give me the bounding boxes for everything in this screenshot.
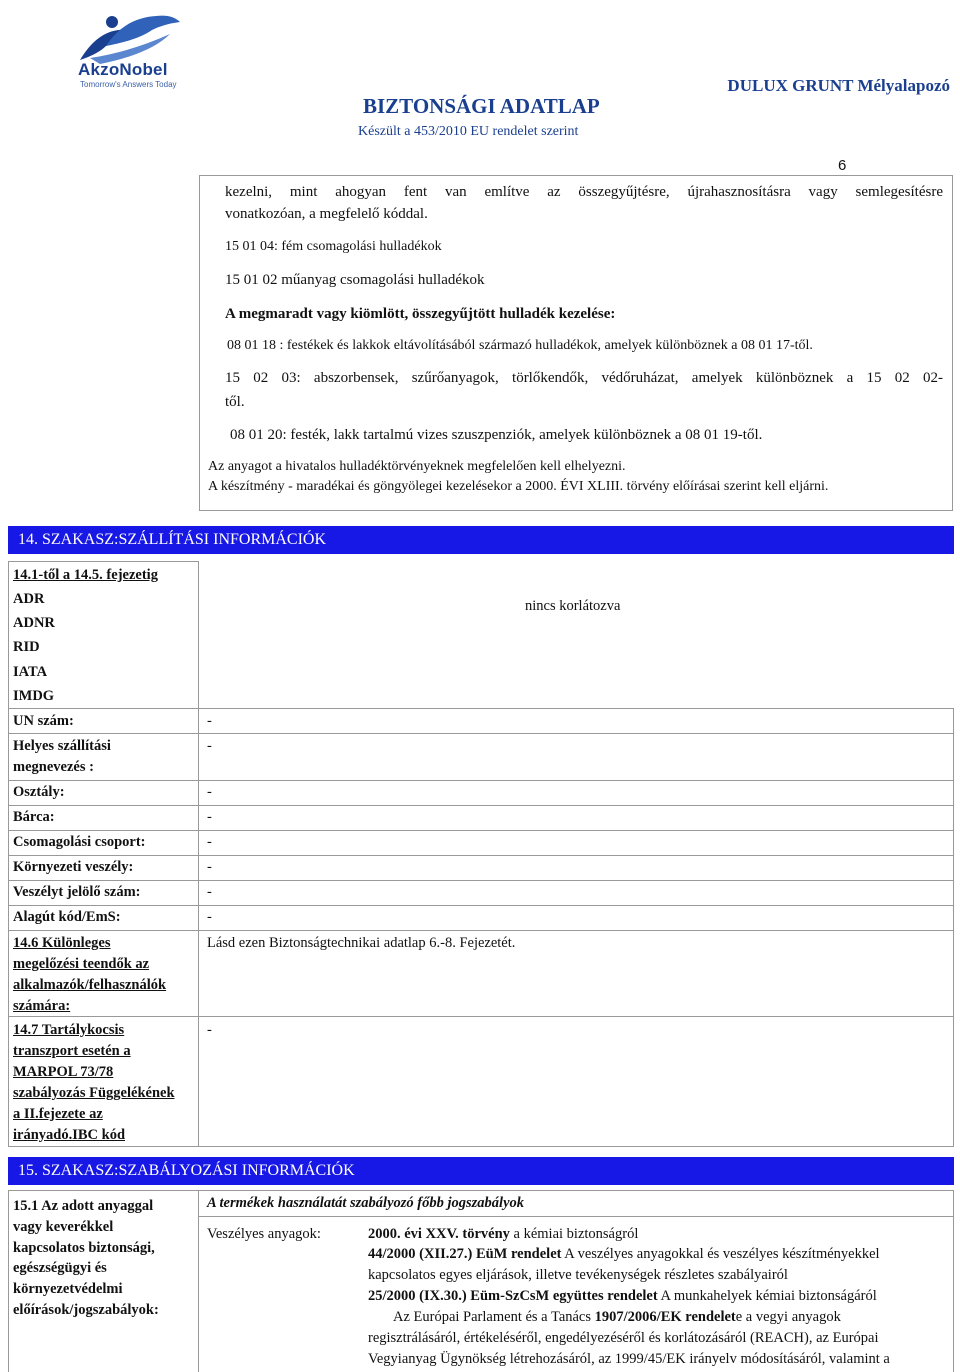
- mode-adnr: ADNR: [13, 615, 55, 631]
- regulations-heading: A termékek használatát szabályozó főbb jogszabályok: [207, 1195, 525, 1211]
- grid-line: [198, 1216, 954, 1217]
- un-number-value: -: [207, 713, 212, 729]
- hazard-number-label: Veszélyt jelölő szám:: [13, 884, 141, 900]
- tunnel-code-label: Alagút kód/EmS:: [13, 909, 121, 925]
- waste-code-metal: 15 01 04: fém csomagolási hulladékok: [225, 239, 442, 254]
- grid-line: [8, 561, 199, 562]
- packing-group-value: -: [207, 834, 212, 850]
- law-line-2: 44/2000 (XII.27.) EüM rendelet A veszélyes anyagokkal és veszélyes készítményekkel: [368, 1246, 880, 1262]
- grid-line: [8, 1190, 9, 1372]
- environmental-hazard-value: -: [207, 859, 212, 875]
- grid-line: [8, 905, 954, 906]
- grid-line: [8, 561, 9, 1147]
- tunnel-code-value: -: [207, 909, 212, 925]
- shipping-name-value: -: [207, 738, 212, 754]
- grid-line: [8, 830, 954, 831]
- disposal-note-2: A készítmény - maradékai és göngyölegei kezelésekor a 2000. ÉVI XLIII. törvény előírásai szerint kell eljárni.: [208, 479, 829, 494]
- mode-rid: RID: [13, 639, 40, 655]
- law-line-6: regisztrálásáról, értékeléséről, engedélyezéséről és korlátozásáról (REACH), az Európai: [368, 1330, 879, 1346]
- grid-line: [8, 1190, 954, 1191]
- grid-line: [8, 880, 954, 881]
- marpol-label-line6: irányadó.IBC kód: [13, 1127, 126, 1143]
- marpol-label-line5: a II.fejezete az: [13, 1106, 103, 1122]
- section15-heading: 15. SZAKASZ:SZABÁLYOZÁSI INFORMÁCIÓK: [8, 1157, 954, 1185]
- marpol-label-line2: transzport esetén a: [13, 1043, 131, 1059]
- special-precautions-label-line1: 14.6 Különleges: [13, 935, 111, 951]
- reg-left-line5: környezetvédelmi: [13, 1281, 123, 1297]
- logo-tagline: Tomorrow's Answers Today: [80, 80, 177, 89]
- mode-adr: ADR: [13, 591, 45, 607]
- disposal-note-1: Az anyagot a hivatalos hulladéktörvényeknek megfelelően kell elhelyezni.: [208, 459, 626, 474]
- reg-left-line3: kapcsolatos biztonsági,: [13, 1240, 155, 1256]
- special-precautions-label-line4: számára:: [13, 998, 71, 1014]
- class-value: -: [207, 784, 212, 800]
- document-title: BIZTONSÁGI ADATLAP: [363, 94, 600, 118]
- marpol-label-line3: MARPOL 73/78: [13, 1064, 114, 1080]
- reg-left-line2: vagy keverékkel: [13, 1219, 114, 1235]
- grid-line: [8, 733, 954, 734]
- waste-item-080120: 08 01 20: festék, lakk tartalmú vizes szuszpenziók, amelyek különböznek a 08 01 19-től.: [230, 427, 763, 443]
- grid-line: [953, 708, 954, 1147]
- grid-line: [8, 855, 954, 856]
- section13-para-line2: vonatkozóan, a megfelelő kóddal.: [225, 206, 428, 222]
- special-precautions-label-line2: megelőzési teendők az: [13, 956, 150, 972]
- modes-value: nincs korlátozva: [525, 598, 621, 614]
- special-precautions-label-line3: alkalmazók/felhasználók: [13, 977, 167, 993]
- waste-subheading: A megmaradt vagy kiömlött, összegyűjtött hulladék kezelése:: [225, 306, 616, 322]
- marpol-value: -: [207, 1022, 212, 1038]
- law-line-1: 2000. évi XXV. törvény a kémiai biztonságról: [368, 1226, 639, 1242]
- grid-line: [953, 1190, 954, 1372]
- logo-wordmark: AkzoNobel: [78, 60, 168, 79]
- grid-line: [8, 708, 954, 709]
- grid-line: [8, 805, 954, 806]
- reg-left-line4: egészségügyi és: [13, 1260, 107, 1276]
- marpol-label-line1: 14.7 Tartálykocsis: [13, 1022, 125, 1038]
- mode-imdg: IMDG: [13, 688, 55, 704]
- mode-iata: IATA: [13, 664, 48, 680]
- label-value: -: [207, 809, 212, 825]
- grid-line: [198, 1190, 199, 1372]
- shipping-name-label-line2: megnevezés :: [13, 759, 94, 775]
- marpol-label-line4: szabályozás Függelékének: [13, 1085, 175, 1101]
- grid-line: [8, 780, 954, 781]
- reg-left-line6: előírások/jogszabályok:: [13, 1302, 159, 1318]
- special-precautions-value: Lásd ezen Biztonságtechnikai adatlap 6.-8. Fejezetét.: [207, 935, 516, 951]
- product-name: DULUX GRUNT Mélyalapozó: [727, 76, 950, 95]
- hazard-number-value: -: [207, 884, 212, 900]
- environmental-hazard-label: Környezeti veszély:: [13, 859, 134, 875]
- grid-line: [198, 561, 199, 1147]
- waste-item-150203-line1: 15 02 03: abszorbensek, szűrőanyagok, törlőkendők, védőruházat, amelyek különböznek a 15 02 02-: [225, 370, 943, 386]
- waste-code-plastic: 15 01 02 műanyag csomagolási hulladékok: [225, 272, 485, 288]
- label-label: Bárca:: [13, 809, 55, 825]
- law-line-4: 25/2000 (IX.30.) Eüm-SzCsM együttes rendelet A munkahelyek kémiai biztonságáról: [368, 1288, 877, 1304]
- class-label: Osztály:: [13, 784, 65, 800]
- reg-left-line1: 15.1 Az adott anyaggal: [13, 1198, 154, 1214]
- grid-line: [8, 1146, 954, 1147]
- section13-para-line1: kezelni, mint ahogyan fent van említve az összegyűjtésre, újrahasznosításra vagy semlegesítésre: [225, 184, 943, 200]
- page-number: 6: [838, 157, 847, 174]
- chapter-range-label: 14.1-től a 14.5. fejezetig: [13, 567, 158, 583]
- hazardous-substances-label: Veszélyes anyagok:: [207, 1226, 321, 1242]
- law-line-5: Az Európai Parlament és a Tanács 1907/2006/EK rendelete a vegyi anyagok: [393, 1309, 841, 1325]
- grid-line: [8, 930, 954, 931]
- un-number-label: UN szám:: [13, 713, 74, 729]
- shipping-name-label-line1: Helyes szállítási: [13, 738, 111, 754]
- law-line-3: kapcsolatos egyes eljárások, illetve tevékenységek részletes szabályairól: [368, 1267, 788, 1283]
- grid-line: [8, 1016, 954, 1017]
- law-line-7: Vegyianyag Ügynökség létrehozásáról, az 1999/45/EK irányelv módosításáról, valamint a: [368, 1351, 890, 1367]
- section14-heading: 14. SZAKASZ:SZÁLLÍTÁSI INFORMÁCIÓK: [8, 526, 954, 554]
- waste-item-080118: 08 01 18 : festékek és lakkok eltávolításából származó hulladékok, amelyek különböznek a 08 01 17-től.: [227, 338, 813, 353]
- packing-group-label: Csomagolási csoport:: [13, 834, 146, 850]
- waste-item-150203-line2: től.: [225, 394, 245, 410]
- document-subtitle: Készült a 453/2010 EU rendelet szerint: [358, 124, 579, 139]
